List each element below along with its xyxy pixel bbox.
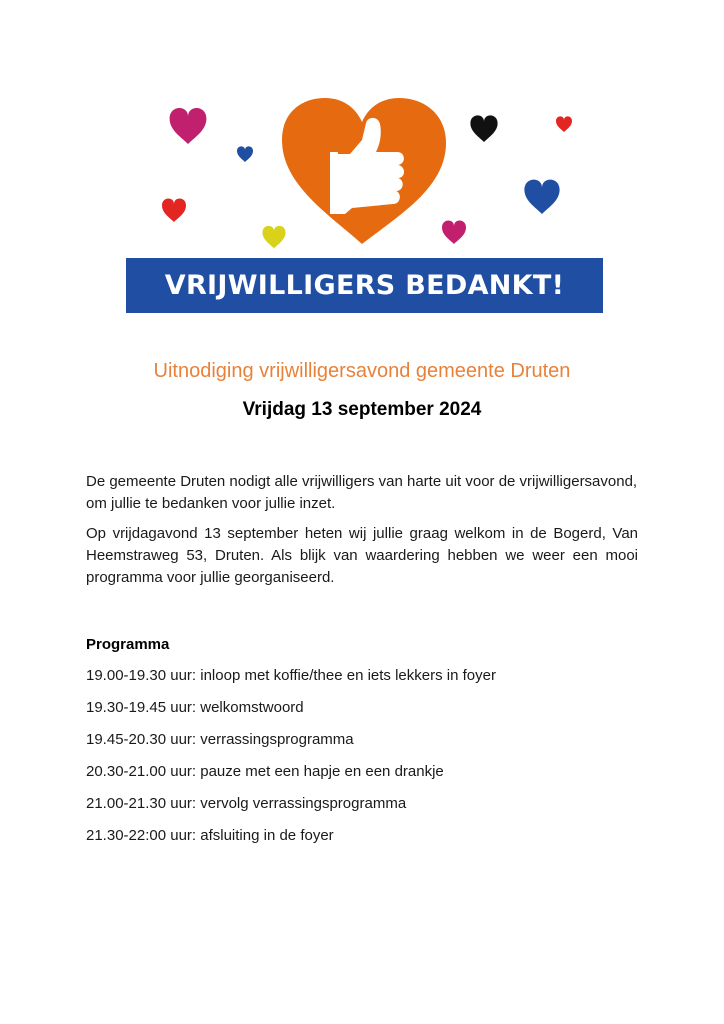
event-date: Vrijdag 13 september 2024 <box>242 399 482 420</box>
program-item: 20.30-21.00 uur: pauze met een hapje en een drankje <box>86 763 444 780</box>
heart-icon <box>262 226 285 249</box>
heart-icon <box>556 116 572 132</box>
heart-icon <box>442 221 466 244</box>
program-item: 19.45-20.30 uur: verrassingsprogramma <box>86 731 354 748</box>
program-item: 19.30-19.45 uur: welkomstwoord <box>86 699 304 716</box>
invitation-subtitle: Uitnodiging vrijwilligersavond gemeente Druten <box>153 360 571 382</box>
program-item: 21.30-22:00 uur: afsluiting in de foyer <box>86 827 334 844</box>
heart-icon <box>524 180 559 214</box>
program-title: Programma <box>86 636 170 653</box>
program-item: 21.00-21.30 uur: vervolg verrassingsprogramma <box>86 795 407 812</box>
banner-title: VRIJWILLIGERS BEDANKT! <box>164 270 565 301</box>
heart-icon <box>470 115 497 142</box>
heart-icon <box>170 108 207 144</box>
invitation-body <box>86 471 638 597</box>
paragraph: Op vrijdagavond 13 september heten wij jullie graag welkom in de Bogerd, Van Heemstraweg 53, Druten. Als blijk van waardering hebben we weer een mooi programma voor jullie georganiseerd. <box>86 525 638 586</box>
paragraph: De gemeente Druten nodigt alle vrijwilligers van harte uit voor de vrijwilligersavond, om jullie te bedanken voor jullie inzet. <box>86 473 638 512</box>
program-section <box>86 634 638 857</box>
program-item: 19.00-19.30 uur: inloop met koffie/thee en iets lekkers in foyer <box>86 667 496 684</box>
logo-area <box>0 0 724 320</box>
thumbs-up-heart-logo-icon <box>282 98 446 244</box>
heart-icon <box>162 199 186 222</box>
heart-icon <box>237 146 253 162</box>
title-banner <box>126 258 603 313</box>
